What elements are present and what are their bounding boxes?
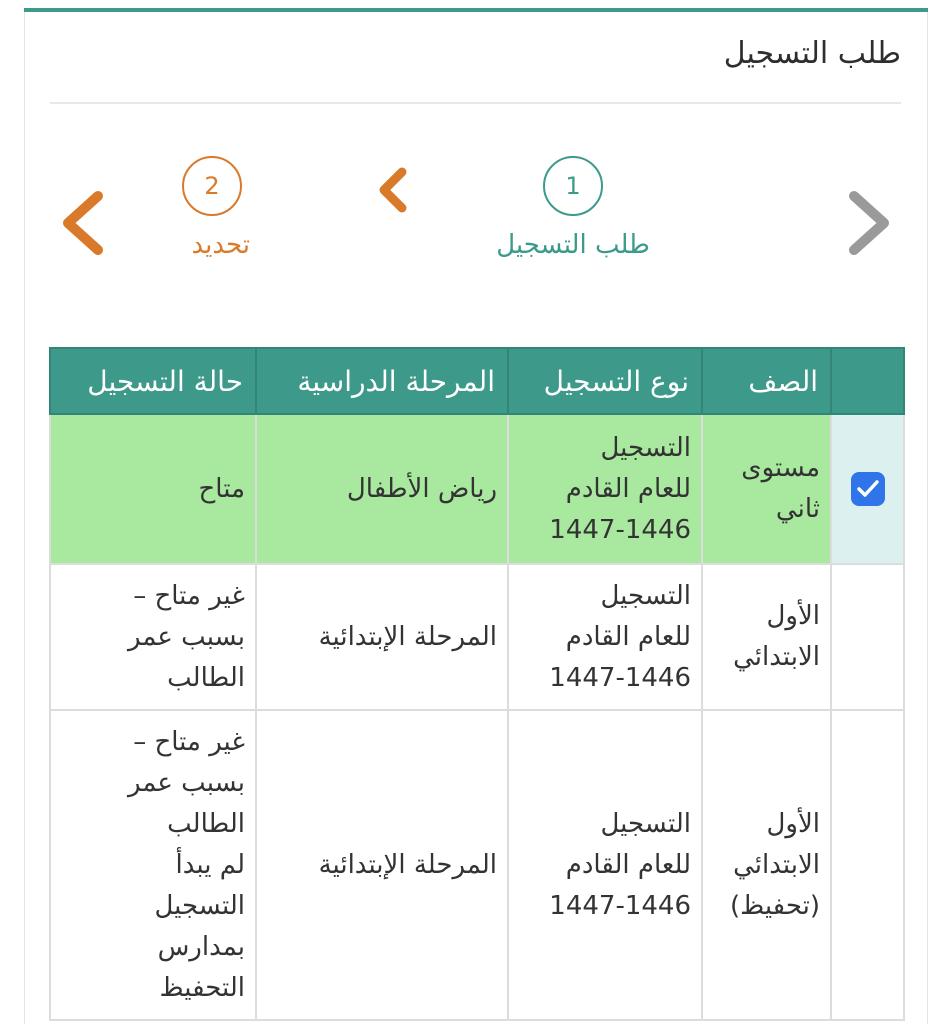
- top-accent-bar: [24, 0, 928, 12]
- grade-cell: مستوى ثاني: [702, 414, 831, 564]
- step-number-circle: 2: [182, 156, 242, 216]
- chevron-right-icon[interactable]: [846, 190, 892, 256]
- checkbox-checked[interactable]: [851, 472, 885, 506]
- select-cell[interactable]: [831, 564, 904, 710]
- header-stage: المرحلة الدراسية: [256, 348, 508, 414]
- grade-cell: الأول الابتدائي: [702, 564, 831, 710]
- table-row[interactable]: [50, 564, 904, 710]
- header-grade: الصف: [702, 348, 831, 414]
- status-cell: متاح: [50, 414, 256, 564]
- table-header-row: [50, 348, 904, 414]
- header-status: حالة التسجيل: [50, 348, 256, 414]
- select-cell[interactable]: [831, 414, 904, 564]
- step-1[interactable]: [496, 156, 650, 260]
- step-number-circle: 1: [543, 156, 603, 216]
- grade-cell: الأول الابتدائي (تحفيظ): [702, 710, 831, 1020]
- stage-cell: المرحلة الإبتدائية: [256, 710, 508, 1020]
- step-separator-chevron-icon: [376, 166, 408, 214]
- registration-table: [49, 347, 905, 1021]
- stage-cell: رياض الأطفال: [256, 414, 508, 564]
- step-label: طلب التسجيل: [496, 230, 650, 260]
- chevron-left-icon[interactable]: [60, 190, 106, 256]
- status-cell: غير متاح – بسبب عمر الطالب لم يبدأ التسجيل بمدارس التحفيظ: [50, 710, 256, 1020]
- registration-type-cell: التسجيل للعام القادم 1447-1446: [508, 710, 702, 1020]
- step-label: تحديد: [191, 230, 250, 260]
- step-2-clip: [168, 150, 278, 280]
- checkmark-icon: [856, 478, 880, 500]
- table-row[interactable]: [50, 414, 904, 564]
- title-divider: [50, 102, 901, 104]
- select-cell[interactable]: [831, 710, 904, 1020]
- registration-type-cell: التسجيل للعام القادم 1447-1446: [508, 564, 702, 710]
- header-select: [831, 348, 904, 414]
- header-registration-type: نوع التسجيل: [508, 348, 702, 414]
- page-title: طلب التسجيل: [723, 36, 901, 71]
- stage-cell: المرحلة الإبتدائية: [256, 564, 508, 710]
- table-row[interactable]: [50, 710, 904, 1020]
- registration-type-cell: التسجيل للعام القادم 1447-1446: [508, 414, 702, 564]
- status-cell: غير متاح – بسبب عمر الطالب: [50, 564, 256, 710]
